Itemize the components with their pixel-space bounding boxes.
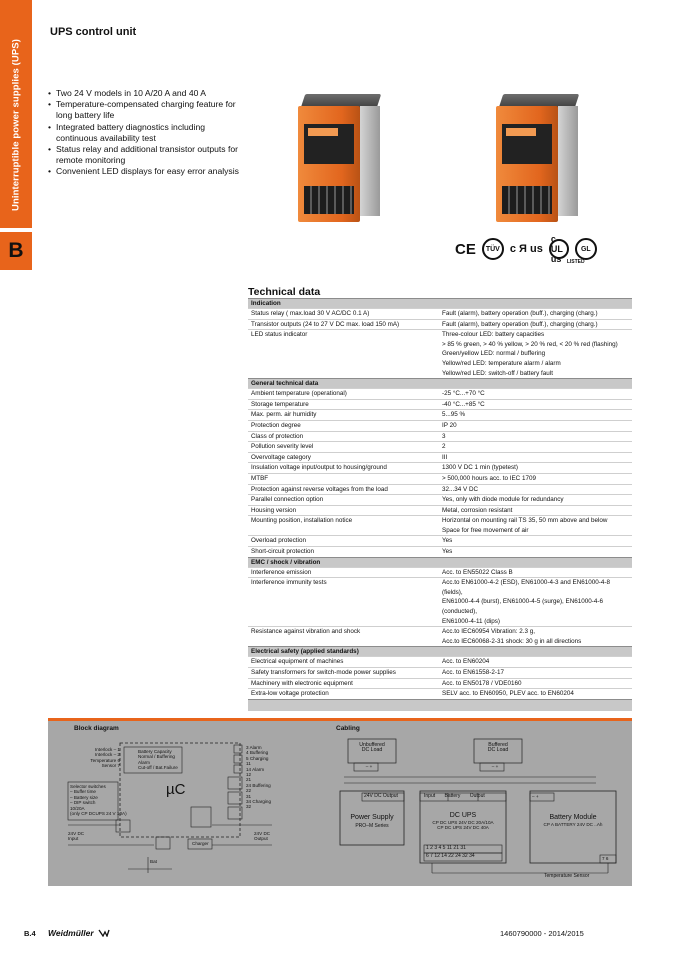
product-panel xyxy=(502,124,552,164)
selector-switches xyxy=(70,784,127,816)
product-photo-left xyxy=(298,94,380,222)
table-row xyxy=(248,535,632,546)
table-row xyxy=(248,388,632,399)
row-value: III xyxy=(442,453,448,461)
table-row xyxy=(248,577,632,626)
row-label: Protection degree xyxy=(251,421,301,429)
row-label: Interference emission xyxy=(251,568,312,576)
row-value: 1300 V DC 1 min (typetest) xyxy=(442,464,518,472)
selector-item: – DIP switch xyxy=(70,800,96,806)
feature-item: • Two 24 V models in 10 A/20 A and 40 A xyxy=(48,88,248,99)
table-row xyxy=(248,308,632,319)
row-value: Acc. to EN61558-2-17 xyxy=(442,669,504,676)
unbuffered-load xyxy=(350,743,394,754)
row-value: Acc.to IEC60954 Vibration: 2.3 g, Acc.to IEC60068-2-31 shock: 30 g in all directions xyxy=(442,628,582,645)
relay-label: 3 Alarm xyxy=(246,745,262,750)
feature-item: • Status relay and additional transistor outputs for remote monitoring xyxy=(48,144,248,166)
row-value: Horizontal on mounting rail TS 35, 50 mm above and below Space for free movement of air xyxy=(442,517,608,534)
input-label: Sensor 7 xyxy=(101,763,120,769)
row-label: Short-circuit protection xyxy=(251,548,314,556)
table-row xyxy=(248,399,632,410)
led-label: Normal / Buffering xyxy=(138,754,175,760)
table-section-heading: EMC / shock / vibration xyxy=(248,557,632,567)
led-labels xyxy=(138,749,178,771)
row-value: 3 xyxy=(442,432,446,440)
input-label: Interlock – 1 xyxy=(94,747,120,752)
row-label: Pollution severity level xyxy=(251,443,314,451)
feature-list xyxy=(48,88,248,178)
row-label: Resistance against vibration and shock xyxy=(251,628,361,636)
brand-logo xyxy=(48,928,110,938)
gl-mark-icon: GL xyxy=(575,238,597,260)
page-number: B.4 xyxy=(24,929,36,938)
buffered-line: Buffered xyxy=(488,742,508,748)
table-row xyxy=(248,626,632,646)
table-row xyxy=(248,688,632,699)
control-inputs xyxy=(78,747,120,769)
ups-model: CP DC UPS 24V DC 20A/10A xyxy=(432,820,494,825)
ul-mark: c UL us xyxy=(549,239,569,259)
relay-label: 34 Charging xyxy=(246,799,272,805)
row-value: SELV acc. to EN60950, PLEV acc. to EN60204 xyxy=(442,690,574,698)
table-row xyxy=(248,505,632,516)
table-row xyxy=(248,441,632,452)
sidebar-vertical-label: Uninterruptible power supplies (UPS) xyxy=(10,39,22,211)
psu-title: Power Supply xyxy=(350,814,394,821)
row-value: -40 °C...+85 °C xyxy=(442,400,485,408)
battery-pins: 7 6 xyxy=(602,856,609,861)
ups-pin-row-1: 1 2 3 4 5 11 21 31 xyxy=(426,845,466,851)
product-photo-right xyxy=(496,94,578,222)
ups-terminal: Input xyxy=(424,793,436,799)
ups-model: CP DC UPS 24V DC 40A xyxy=(437,825,489,831)
row-label: Overload protection xyxy=(251,537,306,545)
row-value: 32...34 V DC xyxy=(442,485,479,493)
relay-label: 24 Buffering xyxy=(246,782,271,788)
led-label: Alarm xyxy=(138,759,150,765)
ups-terminal: Battery xyxy=(444,793,461,799)
product-terminals xyxy=(304,186,354,214)
relay-label: 22 xyxy=(246,788,252,794)
ups-pin-row-2: 6 7 12 14 22 24 32 34 xyxy=(426,853,475,859)
product-side xyxy=(360,106,380,216)
charger-label: Charger xyxy=(192,841,209,846)
product-side xyxy=(558,106,578,216)
row-label: Max. perm. air humidity xyxy=(251,411,317,419)
row-label: Class of protection xyxy=(251,432,304,440)
row-value: Acc.to EN61000-4-2 (ESD), EN61000-4-3 and EN61000-4-8 (fields), EN61000-4-4 (burst), EN61000-4-5 (surge), EN61000-4-6 (conducted), EN61000-4-11 (dips) xyxy=(442,579,611,625)
power-supply-box xyxy=(340,813,404,831)
row-label: Transistor outputs (24 to 27 V DC max. load 150 mA) xyxy=(251,320,400,328)
unbuffered-terminals: – + xyxy=(365,764,373,769)
table-section-heading: General technical data xyxy=(248,378,632,388)
row-label: Ambient temperature (operational) xyxy=(251,390,347,398)
table-row xyxy=(248,494,632,505)
row-value: Yes, only with diode module for redundancy xyxy=(442,496,564,504)
relay-label: 31 xyxy=(246,793,252,799)
selector-item: – Buffer time xyxy=(70,789,96,795)
battery-model: CP A BATTERY 24V DC ..Ah xyxy=(543,822,603,827)
section-letter-tab[interactable]: B xyxy=(0,232,32,270)
feature-item: • Temperature-compensated charging feature for long battery life xyxy=(48,99,248,121)
table-row xyxy=(248,462,632,473)
psu-series: PRO–M Series xyxy=(355,823,389,829)
relay-label: 11 xyxy=(246,761,251,767)
table-row xyxy=(248,452,632,463)
selector-item: – Battery size xyxy=(70,794,98,800)
row-value: Metal, corrosion resistant xyxy=(442,506,513,514)
cabling-title: Cabling xyxy=(336,725,360,732)
table-row xyxy=(248,678,632,689)
led-label: Cut-off / Bat.Failure xyxy=(138,765,178,771)
dc-ups-box xyxy=(420,811,506,831)
product-panel xyxy=(304,124,354,164)
dc-output-line: Output xyxy=(254,836,268,842)
row-label: Protection against reverse voltages from the load xyxy=(251,485,388,493)
row-label: Machinery with electronic equipment xyxy=(251,679,353,687)
row-label: LED status indicator xyxy=(251,331,308,339)
row-label: Storage temperature xyxy=(251,400,309,408)
table-row xyxy=(248,409,632,420)
technical-data-table xyxy=(248,298,632,711)
battery-symbol-label: Bat xyxy=(150,859,157,864)
dc-input-line: 24V DC xyxy=(68,831,85,836)
table-footer-bar xyxy=(248,699,632,711)
table-row xyxy=(248,515,632,535)
row-value: Yes xyxy=(442,537,453,545)
temperature-sensor-label: Temperature Sensor xyxy=(544,873,590,879)
row-value: Fault (alarm), battery operation (buff.), charging (charg.) xyxy=(442,310,598,317)
relay-label: 14 Alarm xyxy=(246,766,265,772)
table-section-heading: Electrical safety (applied standards) xyxy=(248,646,632,656)
row-label: Overvoltage category xyxy=(251,453,311,461)
row-label: Housing version xyxy=(251,506,297,514)
dc-input-line: Input xyxy=(68,836,79,842)
table-row xyxy=(248,667,632,678)
table-row xyxy=(248,484,632,495)
relay-label: 32 xyxy=(246,804,252,810)
certification-logos xyxy=(455,235,625,263)
listed-label: LISTED xyxy=(566,259,585,265)
input-label: Temperature 6 xyxy=(90,757,120,763)
diagram-panel xyxy=(48,718,632,886)
table-section-heading: Indication xyxy=(248,298,632,308)
psu-terminal-label: 24V DC Output xyxy=(364,793,398,799)
row-value: Three-colour LED: battery capacities > 85 % green, > 40 % yellow, > 20 % red, < 20 % red (flashing) Green/yellow LED: normal / buffering Yellow/red LED: temperature alarm / alarm Yellow/red LED: switch-off / battery fault xyxy=(442,331,618,377)
relay-label: 21 xyxy=(246,777,252,783)
row-value: Acc. to EN60204 xyxy=(442,658,490,666)
buffered-load xyxy=(476,743,520,754)
ups-title: DC UPS xyxy=(449,812,477,819)
brand-name: Weidmüller xyxy=(48,928,94,938)
ce-mark-icon: CE xyxy=(455,240,476,258)
ur-mark-icon: c Я us xyxy=(509,243,543,255)
dc-input-label xyxy=(68,831,84,842)
feature-item: • Convenient LED displays for easy error analysis xyxy=(48,166,248,177)
table-row xyxy=(248,420,632,431)
table-row xyxy=(248,546,632,557)
row-value: Acc. to EN50178 / VDE0160 xyxy=(442,679,522,687)
battery-title: Battery Module xyxy=(549,814,597,821)
relay-label: 5 Charging xyxy=(246,755,269,761)
table-row xyxy=(248,473,632,484)
table-row xyxy=(248,329,632,378)
selector-item: (only CP DCUPS 24 V 10A) xyxy=(70,811,127,817)
ups-terminal-labels xyxy=(424,794,485,799)
row-label: Electrical equipment of machines xyxy=(251,658,344,666)
row-label: Insulation voltage input/output to housing/ground xyxy=(251,464,387,472)
brand-mark-icon xyxy=(98,929,110,937)
selector-item: 10/20A xyxy=(70,805,85,811)
row-label: Mounting position, installation notice xyxy=(251,517,353,525)
feature-item: • Integrated battery diagnostics including continuous availability test xyxy=(48,122,248,144)
row-label: Extra-low voltage protection xyxy=(251,690,329,698)
selector-title: Selector switches xyxy=(70,784,106,789)
row-value: 2 xyxy=(442,443,446,451)
ul-listed-icon xyxy=(549,234,585,265)
battery-module-box xyxy=(530,813,616,827)
table-row xyxy=(248,656,632,667)
buffered-terminals: – + xyxy=(491,764,499,769)
battery-terminals: – + xyxy=(532,794,539,799)
product-terminals xyxy=(502,186,552,214)
led-label: Battery Capacity xyxy=(138,749,172,754)
table-row xyxy=(248,567,632,578)
unbuffered-line: DC Load xyxy=(361,747,383,754)
relay-label: 4 Buffering xyxy=(246,750,269,756)
diagram-drawing xyxy=(48,721,632,886)
input-label: Interlock – 2 xyxy=(94,752,120,758)
tuv-mark-icon: TÜV xyxy=(482,238,504,260)
row-label: Safety transformers for switch-mode power supplies xyxy=(251,669,396,676)
row-value: Yes xyxy=(442,548,453,556)
microcontroller-label: µC xyxy=(166,781,186,798)
page-title: UPS control unit xyxy=(50,26,137,38)
row-value: -25 °C...+70 °C xyxy=(442,390,485,398)
dc-output-label xyxy=(254,831,270,842)
catalog-reference: 1460790000 - 2014/2015 xyxy=(500,929,584,938)
row-value: Acc. to EN55022 Class B xyxy=(442,568,513,576)
table-row xyxy=(248,431,632,442)
row-value: IP 20 xyxy=(442,421,457,429)
row-label: Parallel connection option xyxy=(251,496,324,504)
row-label: Interference immunity tests xyxy=(251,579,327,587)
relay-label: 12 xyxy=(246,772,252,778)
row-value: Fault (alarm), battery operation (buff.), charging (charg.) xyxy=(442,320,598,328)
buffered-line: DC Load xyxy=(487,747,509,754)
ups-terminal: Output xyxy=(469,793,485,799)
row-value: 5...95 % xyxy=(442,411,466,419)
dc-output-line: 24V DC xyxy=(254,831,271,836)
row-value: > 500,000 hours acc. to IEC 1709 xyxy=(442,474,536,482)
relay-outputs xyxy=(246,745,271,810)
row-label: MTBF xyxy=(251,474,269,482)
unbuffered-line: Unbuffered xyxy=(359,742,385,748)
block-diagram-title: Block diagram xyxy=(74,725,119,732)
row-label: Status relay ( max.load 30 V AC/DC 0.1 A) xyxy=(251,310,370,317)
technical-data-title: Technical data xyxy=(248,286,321,298)
table-row xyxy=(248,319,632,330)
